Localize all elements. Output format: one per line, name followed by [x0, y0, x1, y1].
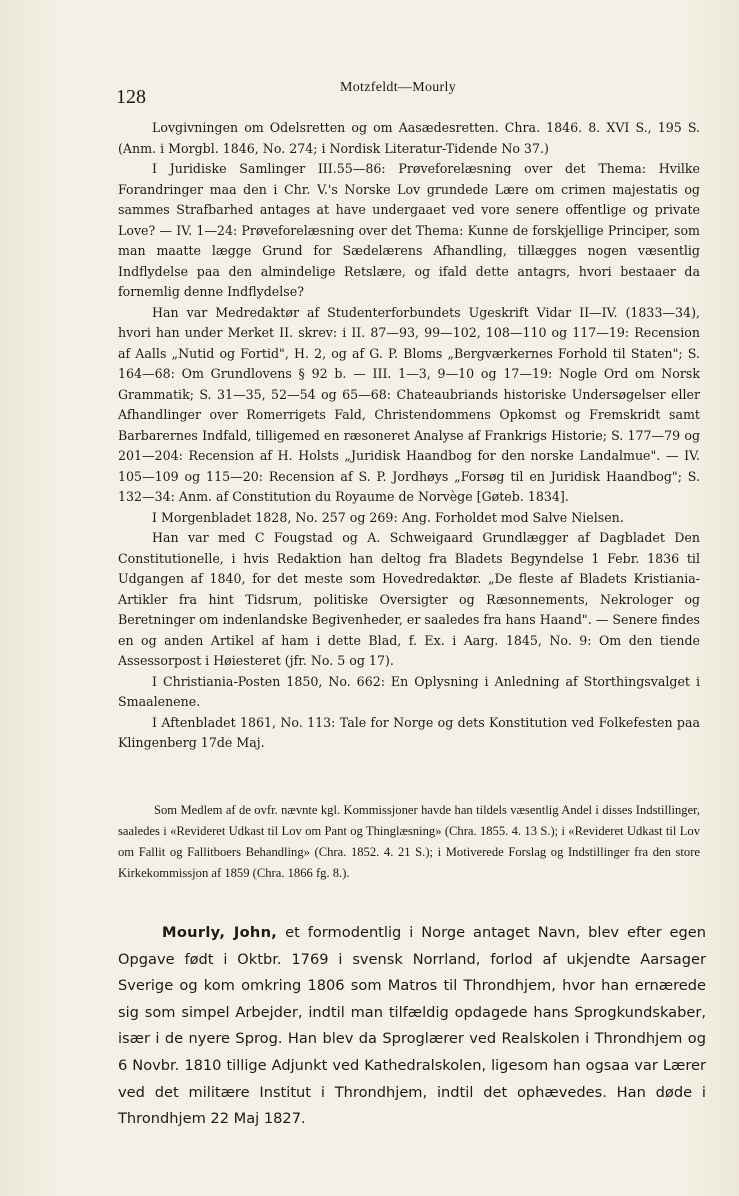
commission-note: Som Medlem af de ovfr. nævnte kgl. Kommissjoner havde han tildels væsentlig Andel i disses Indstillinger, saaledes i «Revideret Udkast til Lov om Pant og Thinglæsning» (Chra. 1855. 4. 13 S.); i «Revideret Udkast til Lov om Fallit og Fallitboers Behandling» (Chra. 1852. 4. 21 S.); i Motiverede Forslag og Indstillinger fra den store Kirkekommissjon af 1859 (Chra. 1866 fg. 8.). — [118, 803, 700, 880]
entry-headword: Mourly, John, — [162, 924, 278, 941]
reference-paragraph: I Juridiske Samlinger III.55—86: Prøveforelæsning over det Thema: Hvilke Forandringer maa den i Chr. V.'s Norske Lov grundede Lære om crimen majestatis og sammes Strafbarhed antages at have undergaaet ved vore senere offentlige og private Love? — IV. 1—24: Prøveforelæsning over det Thema: Kunne de forskjellige Principer, som man maatte lægge Grund for Sædelærens Afhandling, tillægges nogen væsentlig Indflydelse paa den almindelige Retslære, og ifald dette antagrs, hvori bestaaer da fornemlig denne Indflydelse? — [118, 161, 700, 299]
reference-paragraph: I Aftenbladet 1861, No. 113: Tale for Norge og dets Konstitution ved Folkefesten paa Klingenberg 17de Maj. — [118, 714, 700, 750]
running-title: Motzfeldt—Mourly — [340, 80, 457, 95]
bibliography-section — [118, 118, 700, 754]
reference-paragraph: I Christiania-Posten 1850, No. 662: En Oplysning i Anledning af Storthingsvalget i Smaalenene. — [118, 673, 700, 709]
entry-text: et formodentlig i Norge antaget Navn, blev efter egen Opgave født i Oktbr. 1769 i svensk Norrland, forlod af ukjendte Aarsager Sverige og kom omkring 1806 som Matros til Throndhjem, hvor han ernærede sig som simpel Arbejder, indtil man tilfældig opdagede hans Sprogkundskaber, især i de nyere Sprog. Han blev da Sproglærer ved Realskolen i Throndhjem og 6 Novbr. 1810 tillige Adjunkt ved Kathedralskolen, ligesom han ogsaa var Lærer ved det militære Institut i Throndhjem, indtil det ophævedes. Han døde i Throndhjem 22 Maj 1827. — [118, 924, 706, 1128]
biography-entry — [118, 920, 706, 1133]
reference-paragraph: Han var Medredaktør af Studenterforbundets Ugeskrift Vidar II—IV. (1833—34), hvori han under Merket II. skrev: i II. 87—93, 99—102, 108—110 og 117—19: Recension af Aalls „Nutid og Fortid", H. 2, og af G. P. Bloms „Bergværkernes Forhold til Staten"; S. 164—68: Om Grundlovens § 92 b. — III. 1—3, 9—10 og 17—19: Nogle Ord om Norsk Grammatik; S. 31—35, 52—54 og 65—68: Chateaubriands historiske Undersøgelser eller Afhandlinger over Romerrigets Fald, Christendommens Opkomst og Fremskridt samt Barbarernes Indfald, tilligemed en ræsoneret Analyse af Frankrigs Historie; S. 177—79 og 201—204: Recension af H. Holsts „Juridisk Haandbog for den norske Landalmue". — IV. 105—109 og 115—20: Recension af S. P. Jordhøys „Forsøg til en Juridisk Haandbog"; S. 132—34: Anm. af Constitution du Royaume de Norvège [Gøteb. 1834]. — [118, 304, 700, 504]
reference-paragraph: Lovgivningen om Odelsretten og om Aasædesretten. Chra. 1846. 8. XVI S., 195 S. (Anm. i Morgbl. 1846, No. 274; i Nordisk Literatur-Tidende No 37.) — [118, 120, 700, 156]
reference-paragraph: Han var med C Fougstad og A. Schweigaard Grundlægger af Dagbladet Den Constitutionelle, i hvis Redaktion han deltog fra Bladets Begyndelse 1 Febr. 1836 til Udgangen af 1840, for det meste som Hovedredaktør. „De fleste af Bladets Kristiania-Artikler fra hint Tidsrum, politiske Oversigter og Ræsonnements, Nekrologer og Beretninger om indenlandske Begivenheder, er saaledes fra hans Haand". — Senere findes en og anden Artikel af ham i dette Blad, f. Ex. i Aarg. 1845, No. 9: Om den tiende Assessorpost i Høiesteret (jfr. No. 5 og 17). — [118, 530, 700, 668]
reference-paragraph: I Morgenbladet 1828, No. 257 og 269: Ang. Forholdet mod Salve Nielsen. — [152, 509, 624, 525]
page-number: 128 — [116, 86, 146, 108]
